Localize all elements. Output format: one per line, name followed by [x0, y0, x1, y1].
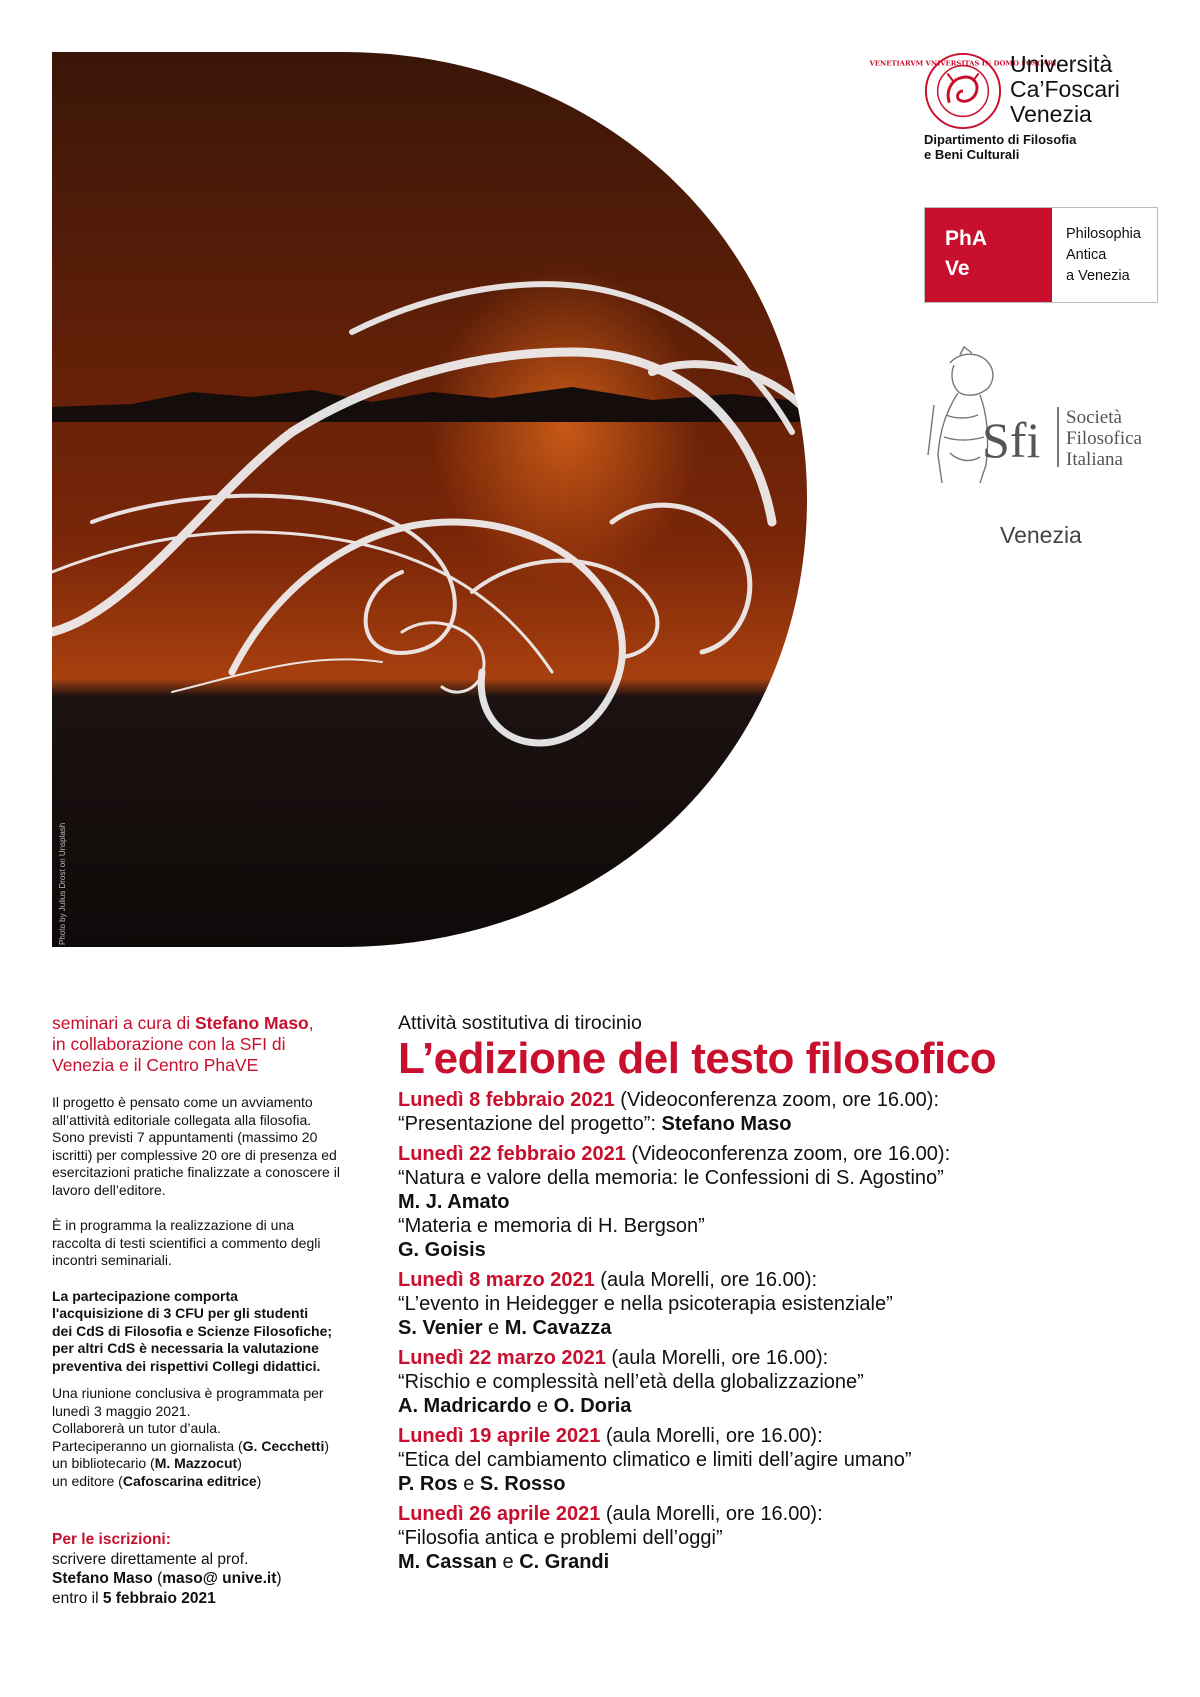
speaker-name: C. Grandi	[519, 1551, 610, 1573]
talk-speakers: S. Venier e M. Cavazza	[398, 1317, 612, 1339]
session-header	[398, 1424, 1178, 1448]
svg-text:VENETIARVM VNIVERSITAS IN DOMO: VENETIARVM VNIVERSITAS IN DOMO FOSCARI	[869, 59, 1057, 68]
session-details: (Videoconferenza zoom, ore 16.00):	[625, 1143, 951, 1165]
speaker-name: M. Cavazza	[504, 1317, 612, 1339]
talk-speakers: A. Madricardo e O. Doria	[398, 1395, 632, 1417]
unive-logo	[869, 51, 1164, 172]
info-column	[52, 1013, 377, 1608]
talk-speakers	[398, 1190, 1178, 1214]
phave-name: Philosophia Antica a Venezia	[1066, 226, 1141, 284]
sfi-logo	[920, 345, 1170, 555]
speaker-name: S. Venier	[398, 1317, 483, 1339]
session-date: Lunedì 26 aprile 2021	[398, 1503, 601, 1525]
speaker-name: A. Madricardo	[398, 1395, 532, 1417]
session-date: Lunedì 22 febbraio 2021	[398, 1143, 626, 1165]
talk-title: “Materia e memoria di H. Bergson”	[398, 1215, 705, 1237]
talk-title: “L’evento in Heidegger e nella psicoterapia esistenziale”	[398, 1293, 893, 1315]
curator-block: seminari a cura di Stefano Maso, in collaborazione con la SFI di Venezia e il Centro PhaVE	[52, 1013, 314, 1075]
session-list	[398, 1088, 1178, 1574]
session-header	[398, 1346, 1178, 1370]
session-details: (aula Morelli, ore 16.00):	[600, 1503, 823, 1525]
session-item	[398, 1142, 1178, 1262]
session-date: Lunedì 8 marzo 2021	[398, 1269, 595, 1291]
session-date: Lunedì 8 febbraio 2021	[398, 1089, 615, 1111]
talk-speakers	[398, 1238, 1178, 1262]
session-header	[398, 1088, 1178, 1112]
signup-heading: Per le iscrizioni:	[52, 1531, 171, 1548]
speaker-name: M. J. Amato	[398, 1191, 510, 1213]
signup-block: Per le iscrizioni: scrivere direttamente al prof. Stefano Maso (maso@ unive.it) entro il 5 febbraio 2021	[52, 1530, 377, 1608]
phave-abbr: PhA Ve	[925, 208, 1052, 302]
subtitle: Attività sostitutiva di tirocinio	[398, 1012, 642, 1034]
main-title: L’edizione del testo filosofico	[398, 1034, 997, 1083]
closing-note: Una riunione conclusiva è programmata per lunedì 3 maggio 2021. Collaborerà un tutor d’aula. Parteciperanno un giornalista (G. Cecchetti) un bibliotecario (M. Mazzocut) un editore (Cafoscarina editrice)	[52, 1385, 330, 1489]
session-item	[398, 1502, 1178, 1574]
speaker-name: P. Ros	[398, 1473, 458, 1495]
unive-department: Dipartimento di Filosofia e Beni Culturali	[924, 132, 1077, 162]
photo-credit: Photo by Julius Drost on Unsplash	[58, 822, 67, 945]
program-note: È in programma la realizzazione di una raccolta di testi scientifici a commento degli incontri seminariali.	[52, 1217, 321, 1268]
session-details: (aula Morelli, ore 16.00):	[600, 1425, 823, 1447]
talk-title: “Presentazione del progetto”: Stefano Maso	[398, 1113, 792, 1135]
speaker-name: O. Doria	[553, 1395, 632, 1417]
session-date: Lunedì 22 marzo 2021	[398, 1347, 606, 1369]
talk-title: “Natura e valore della memoria: le Confessioni di S. Agostino”	[398, 1167, 944, 1189]
session-details: (aula Morelli, ore 16.00):	[594, 1269, 818, 1291]
sfi-divider	[1057, 407, 1059, 467]
talk-speakers: M. Cassan e C. Grandi	[398, 1551, 610, 1573]
unive-name: Università Ca’Foscari Venezia	[1010, 51, 1120, 127]
talk-title: “Rischio e complessità nell’età della globalizzazione”	[398, 1371, 864, 1393]
talk-title: “Filosofia antica e problemi dell’oggi”	[398, 1527, 723, 1549]
talk-speakers: P. Ros e S. Rosso	[398, 1473, 566, 1495]
deadline-date: 5 febbraio 2021	[102, 1589, 216, 1607]
talk-title: “Etica del cambiamento climatico e limiti dell’agire umano”	[398, 1449, 912, 1471]
contact-email-link[interactable]: maso@ unive.it	[162, 1570, 277, 1587]
credits-note: La partecipazione comporta l'acquisizione di 3 CFU per gli studenti dei CdS di Filosofia e Scienze Filosofiche; per altri CdS è necessaria la valutazione preventiva dei rispettivi Collegi didattici.	[52, 1287, 333, 1374]
session-details: (Videoconferenza zoom, ore 16.00):	[614, 1089, 940, 1111]
speaker-name: M. Cassan	[398, 1551, 497, 1573]
speaker-name: S. Rosso	[479, 1473, 566, 1495]
phave-logo	[924, 207, 1158, 303]
session-item	[398, 1088, 1178, 1136]
session-date: Lunedì 19 aprile 2021	[398, 1425, 601, 1447]
sfi-city: Venezia	[1000, 522, 1082, 548]
session-item	[398, 1424, 1178, 1496]
session-header	[398, 1502, 1178, 1526]
session-header	[398, 1268, 1178, 1292]
project-description: Il progetto è pensato come un avviamento all’attività editoriale collegata alla filosofia. Sono previsti 7 appuntamenti (massimo 20 iscritti) per complessive 20 ore di presenza ed esercitazioni pratiche finalizzate a conoscere il lavoro dell’editore.	[52, 1094, 340, 1198]
session-item	[398, 1346, 1178, 1418]
session-details: (aula Morelli, ore 16.00):	[605, 1347, 829, 1369]
sfi-name: Società Filosofica Italiana	[1066, 407, 1142, 470]
unive-seal-icon	[869, 52, 1057, 130]
speaker-name: G. Goisis	[398, 1239, 486, 1261]
session-item	[398, 1268, 1178, 1340]
curator-name: Stefano Maso	[194, 1013, 309, 1033]
speaker-name: Stefano Maso	[661, 1113, 792, 1135]
program-column	[398, 1012, 1178, 1580]
hero-photo	[52, 52, 807, 947]
session-header	[398, 1142, 1178, 1166]
sfi-abbr: Sfi	[982, 412, 1041, 468]
